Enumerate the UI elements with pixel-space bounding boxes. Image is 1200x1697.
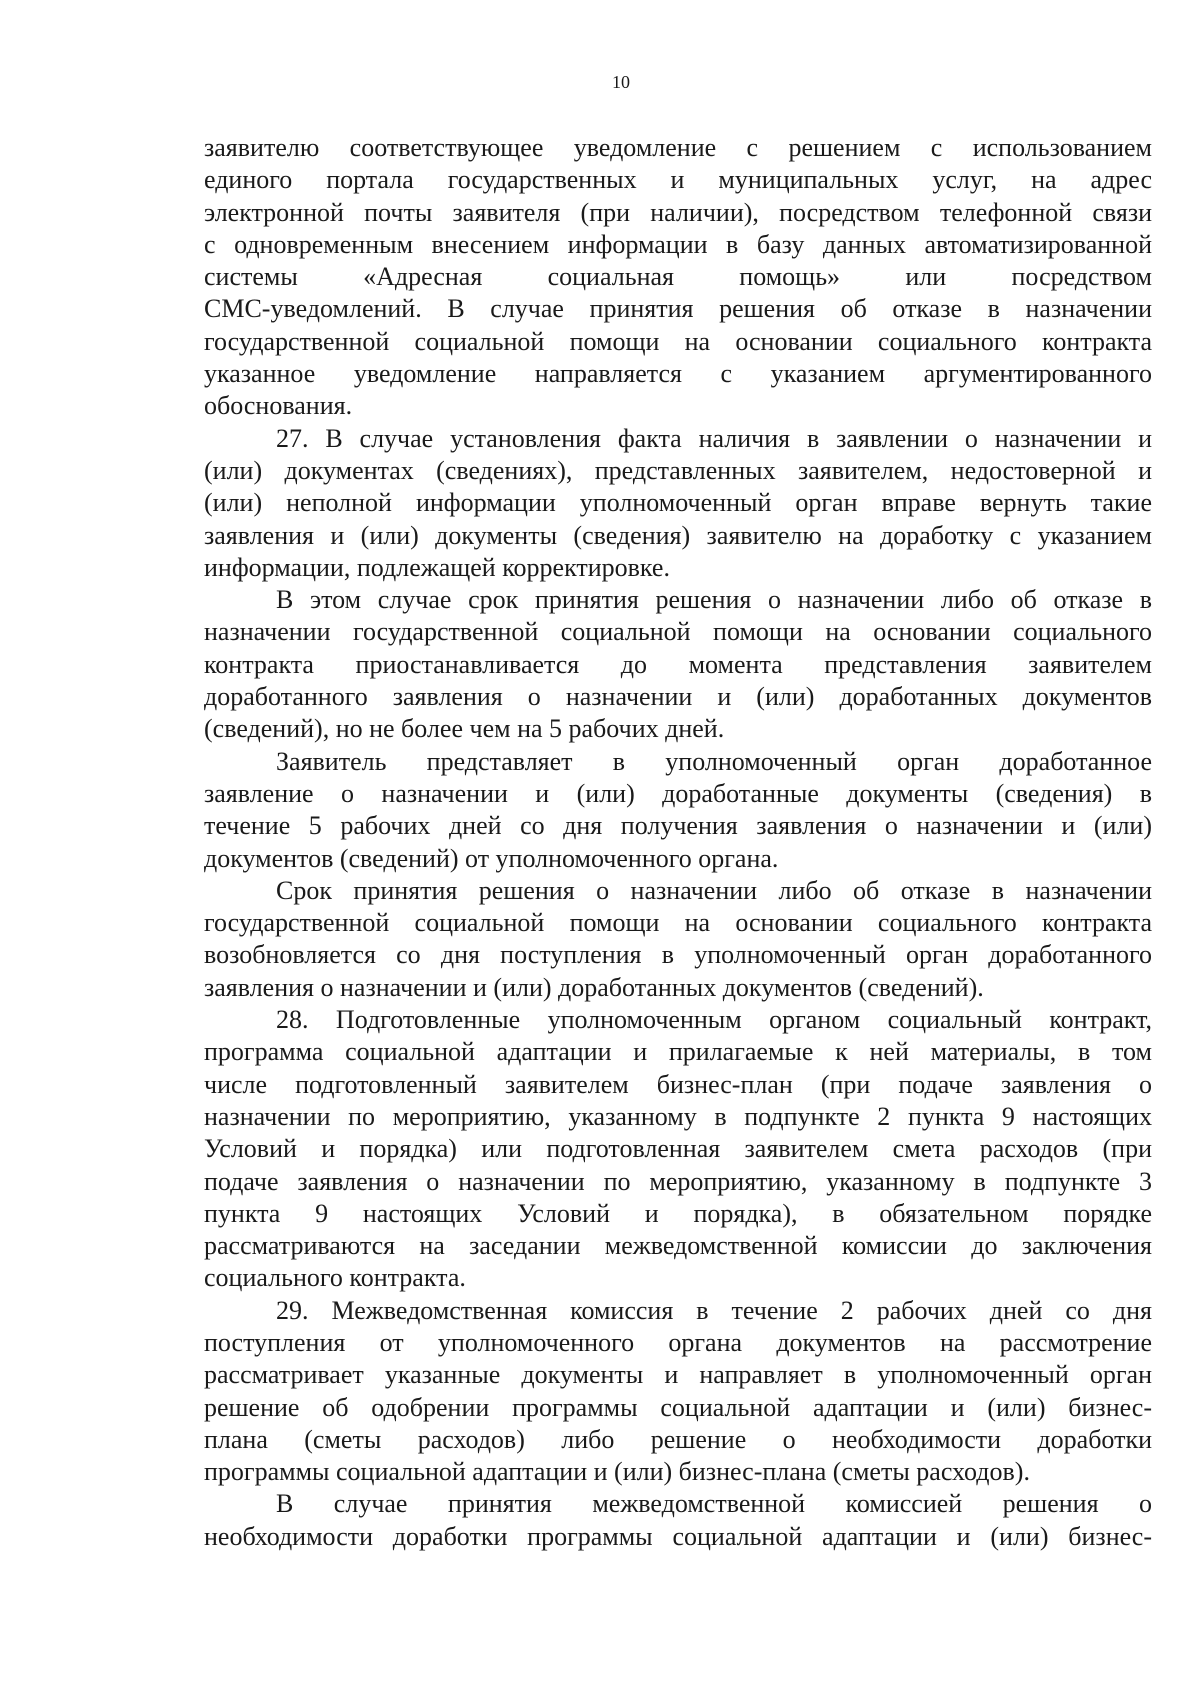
text-line: государственной социальной помощи на основании социального контракта [204,326,1152,356]
text-line: течение 5 рабочих дней со дня получения заявления о назначении и (или) [204,811,1152,841]
document-body [204,132,1152,1553]
text-line: Заявитель представляет в уполномоченный орган доработанное [276,746,1152,776]
text-line: числе подготовленный заявителем бизнес-план (при подаче заявления о [204,1069,1152,1099]
text-line: государственной социальной помощи на основании социального контракта [204,908,1152,938]
text-line: решение об одобрении программы социальной адаптации и (или) бизнес- [204,1392,1152,1422]
text-line: (сведений), но не более чем на 5 рабочих дней. [204,714,725,744]
text-line: подаче заявления о назначении по мероприятию, указанному в подпункте 3 [204,1166,1152,1196]
text-line: пункта 9 настоящих Условий и порядка), в обязательном порядке [204,1198,1152,1228]
text-line: доработанного заявления о назначении и (или) доработанных документов [204,682,1152,712]
text-line: социального контракта. [204,1263,466,1293]
text-line: (или) документах (сведениях), представленных заявителем, недостоверной и [204,455,1152,485]
text-line: с одновременным внесением информации в базу данных автоматизированной [204,229,1152,259]
text-line: назначении государственной социальной помощи на основании социального [204,617,1152,647]
text-line: 28. Подготовленные уполномоченным органом социальный контракт, [276,1005,1152,1035]
text-line: Условий и порядка) или подготовленная заявителем смета расходов (при [204,1134,1152,1164]
text-line: 27. В случае установления факта наличия в заявлении о назначении и [276,423,1152,453]
text-line: СМС-уведомлений. В случае принятия решения об отказе в назначении [204,294,1152,324]
text-line: единого портала государственных и муниципальных услуг, на адрес [204,165,1152,195]
text-line: рассматривает указанные документы и направляет в уполномоченный орган [204,1360,1152,1390]
text-line: В случае принятия межведомственной комиссией решения о [276,1489,1152,1519]
text-line: (или) неполной информации уполномоченный орган вправе вернуть такие [204,488,1152,518]
text-line: плана (сметы расходов) либо решение о необходимости доработки [204,1424,1152,1454]
text-line: заявления о назначении и (или) доработанных документов (сведений). [204,972,984,1002]
text-line: назначении по мероприятию, указанному в подпункте 2 пункта 9 настоящих [204,1101,1152,1131]
text-line: В этом случае срок принятия решения о назначении либо об отказе в [276,585,1152,615]
text-line: программа социальной адаптации и прилагаемые к ней материалы, в том [204,1037,1152,1067]
text-line: возобновляется со дня поступления в уполномоченный орган доработанного [204,940,1152,970]
text-line: контракта приостанавливается до момента представления заявителем [204,649,1152,679]
page-number: 10 [612,72,630,92]
text-line: заявителю соответствующее уведомление с решением с использованием [204,133,1152,162]
text-line: обоснования. [204,391,353,421]
text-line: документов (сведений) от уполномоченного органа. [204,843,779,873]
text-line: Срок принятия решения о назначении либо об отказе в назначении [276,875,1152,905]
text-line: электронной почты заявителя (при наличии), посредством телефонной связи [204,197,1152,227]
text-line: информации, подлежащей корректировке. [204,552,670,582]
text-line: указанное уведомление направляется с указанием аргументированного [204,359,1152,389]
text-line: заявления и (или) документы (сведения) заявителю на доработку с указанием [204,520,1152,550]
text-line: программы социальной адаптации и (или) бизнес-плана (сметы расходов). [204,1457,1030,1487]
text-line: 29. Межведомственная комиссия в течение 2 рабочих дней со дня [276,1295,1152,1325]
text-line: необходимости доработки программы социальной адаптации и (или) бизнес- [204,1521,1152,1551]
text-line: рассматриваются на заседании межведомственной комиссии до заключения [204,1231,1152,1261]
text-line: системы «Адресная социальная помощь» или посредством [204,262,1152,292]
text-line: заявление о назначении и (или) доработанные документы (сведения) в [204,778,1152,808]
text-line: поступления от уполномоченного органа документов на рассмотрение [204,1327,1152,1357]
